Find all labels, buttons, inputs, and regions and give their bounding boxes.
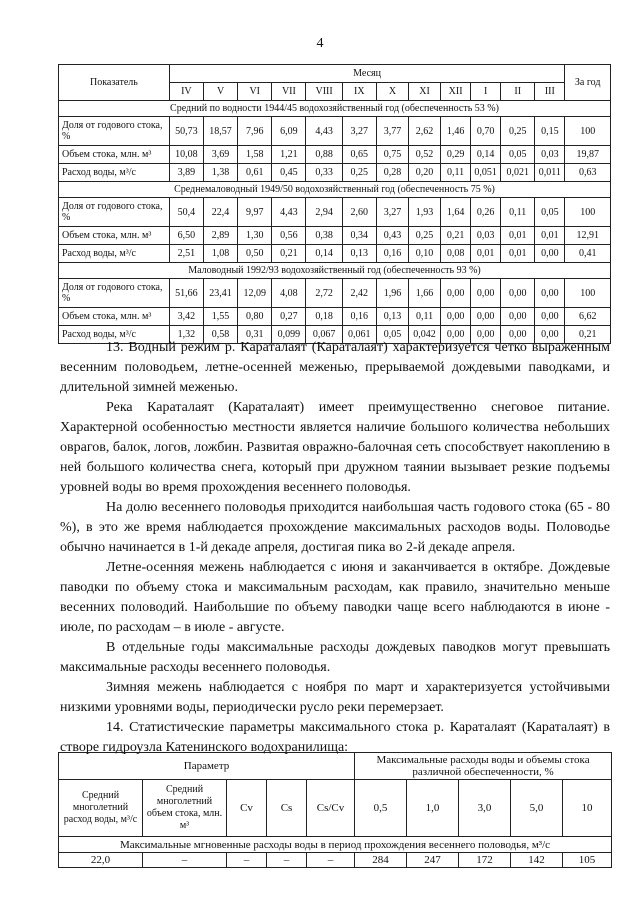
table-cell: 0,21 <box>441 227 471 245</box>
table-cell: 0,00 <box>501 326 535 344</box>
table-cell: 0,25 <box>408 227 440 245</box>
table-cell: 1,66 <box>408 279 440 308</box>
year-total-cell: 100 <box>565 198 611 227</box>
table-cell: 1,32 <box>169 326 203 344</box>
table-cell: 23,41 <box>203 279 237 308</box>
discharge-value: 247 <box>407 853 459 868</box>
table-cell: 0,43 <box>376 227 408 245</box>
table-cell: 2,72 <box>306 279 342 308</box>
table-cell: 0,00 <box>441 326 471 344</box>
mean-volume-header: Средний многолетний объем стока, млн. м³ <box>143 780 227 837</box>
paragraph: 14. Статистические параметры максимального стока р. Караталаят (Караталаят) в створе гидроузла Катенинского водохранилища: <box>60 720 610 755</box>
cscv-header: Cs/Cv <box>307 780 355 837</box>
table-row <box>59 146 611 164</box>
row-label: Объем стока, млн. м³ <box>59 227 170 245</box>
table-cell: 1,96 <box>376 279 408 308</box>
table-row <box>59 308 611 326</box>
table-cell: 9,97 <box>238 198 272 227</box>
row-label: Объем стока, млн. м³ <box>59 308 170 326</box>
table-cell: 0,08 <box>441 245 471 263</box>
mean-discharge-header: Средний многолетний расход воды, м³/с <box>59 780 143 837</box>
table-cell: 0,00 <box>535 326 565 344</box>
table-cell: 50,4 <box>169 198 203 227</box>
table-cell: 2,42 <box>342 279 376 308</box>
table-cell: 0,52 <box>408 146 440 164</box>
table-cell: 0,067 <box>306 326 342 344</box>
table-cell: 0,28 <box>376 164 408 182</box>
table-cell: 4,08 <box>272 279 306 308</box>
table-cell: 0,50 <box>238 245 272 263</box>
table-cell: 1,21 <box>272 146 306 164</box>
table-cell: 2,60 <box>342 198 376 227</box>
table-cell: 0,01 <box>501 227 535 245</box>
probability-column: 1,0 <box>407 780 459 837</box>
table-cell: 0,61 <box>238 164 272 182</box>
table-cell: 0,01 <box>471 245 501 263</box>
month-column-header: XI <box>408 83 440 101</box>
discharge-value: 142 <box>511 853 563 868</box>
table-cell: 0,03 <box>535 146 565 164</box>
table-cell: 1,08 <box>203 245 237 263</box>
paragraph: Летне-осенняя межень наблюдается с июня и заканчивается в октябре. Дождевые паводки по объему стока и максимальным расходам, как правило, значительно меньше весенних половодий. Наибольшие по объему паводки чаще всего наблюдаются в июне - июле, по расходам – в июле - августе. <box>60 560 610 635</box>
table-cell: 2,94 <box>306 198 342 227</box>
section-title: Маловодный 1992/93 водохозяйственный год (обеспеченность 93 %) <box>59 263 611 279</box>
table-cell: 0,061 <box>342 326 376 344</box>
table-cell: 0,00 <box>441 308 471 326</box>
table-cell: 0,11 <box>441 164 471 182</box>
year-total-cell: 12,91 <box>565 227 611 245</box>
table-cell: 0,13 <box>376 308 408 326</box>
table-cell: 0,05 <box>376 326 408 344</box>
discharge-value: 172 <box>459 853 511 868</box>
table-cell: 0,13 <box>342 245 376 263</box>
table-cell: 0,25 <box>501 117 535 146</box>
table-cell: 0,88 <box>306 146 342 164</box>
max-runoff-parameters-table <box>58 752 612 868</box>
table-cell: 0,021 <box>501 164 535 182</box>
month-column-header: X <box>376 83 408 101</box>
table-cell: 0,051 <box>471 164 501 182</box>
table-cell: 10,08 <box>169 146 203 164</box>
table-cell: 0,29 <box>441 146 471 164</box>
probability-column: 10 <box>563 780 612 837</box>
table-cell: 0,80 <box>238 308 272 326</box>
paragraph: На долю весеннего половодья приходится наибольшая часть годового стока (65 - 80 %), в это же время наблюдается прохождение максимальных расходов воды. Половодье обычно начинается в 1-й декаде апреля, достигая пика во 2-й декаде апреля. <box>60 500 610 555</box>
table-cell: 1,46 <box>441 117 471 146</box>
year-total-cell: 0,21 <box>565 326 611 344</box>
table-row <box>59 198 611 227</box>
table-cell: 2,89 <box>203 227 237 245</box>
paragraph: В отдельные годы максимальные расходы дождевых паводков могут превышать максимальные расходы весеннего половодья. <box>60 640 610 675</box>
table-cell: 0,00 <box>501 279 535 308</box>
table-cell: 22,4 <box>203 198 237 227</box>
table-cell: 0,01 <box>535 227 565 245</box>
cv-value: – <box>227 853 267 868</box>
table-row <box>59 164 611 182</box>
table-cell: 6,09 <box>272 117 306 146</box>
table-cell: 0,75 <box>376 146 408 164</box>
table-cell: 1,93 <box>408 198 440 227</box>
year-total-cell: 100 <box>565 279 611 308</box>
table-cell: 0,31 <box>238 326 272 344</box>
year-header: За год <box>565 65 611 101</box>
table-cell: 7,96 <box>238 117 272 146</box>
table-cell: 0,27 <box>272 308 306 326</box>
table-cell: 0,34 <box>342 227 376 245</box>
paragraph: Река Караталаят (Караталаят) имеет преимущественно снеговое питание. Характерной особенностью местности является наличие большого количества небольших оврагов, балок, логов, ложбин. Развитая овражно-балочная сеть способствует накоплению в ней большого количества снега, который при дружном таянии вызывает резкие подъемы уровней воды во время прохождения весеннего половодья. <box>60 400 610 495</box>
table-cell: 3,89 <box>169 164 203 182</box>
probability-column: 5,0 <box>511 780 563 837</box>
table-cell: 0,00 <box>441 279 471 308</box>
table-cell: 0,45 <box>272 164 306 182</box>
page-number: 4 <box>316 36 324 51</box>
month-column-header: VII <box>272 83 306 101</box>
table-cell: 0,58 <box>203 326 237 344</box>
table-cell: 51,66 <box>169 279 203 308</box>
table-cell: 6,50 <box>169 227 203 245</box>
table-cell: 0,00 <box>535 308 565 326</box>
table-cell: 0,00 <box>535 279 565 308</box>
table-cell: 1,38 <box>203 164 237 182</box>
runoff-table-body <box>59 101 611 344</box>
cs-value: – <box>267 853 307 868</box>
table-row <box>59 279 611 308</box>
table-cell: 0,00 <box>501 308 535 326</box>
table-cell: 3,77 <box>376 117 408 146</box>
table-cell: 1,58 <box>238 146 272 164</box>
table-cell: 0,00 <box>471 279 501 308</box>
body-text <box>60 338 610 758</box>
table-cell: 3,69 <box>203 146 237 164</box>
month-column-header: XII <box>441 83 471 101</box>
table-cell: 4,43 <box>272 198 306 227</box>
probability-column: 0,5 <box>355 780 407 837</box>
table-cell: 0,38 <box>306 227 342 245</box>
section-title: Среднемаловодный 1949/50 водохозяйственный год (обеспеченность 75 %) <box>59 182 611 198</box>
year-total-cell: 0,63 <box>565 164 611 182</box>
month-column-header: IV <box>169 83 203 101</box>
row-label: Расход воды, м³/с <box>59 164 170 182</box>
cs-header: Cs <box>267 780 307 837</box>
year-total-cell: 100 <box>565 117 611 146</box>
table-cell: 0,18 <box>306 308 342 326</box>
table-cell: 0,33 <box>306 164 342 182</box>
parameter-header: Параметр <box>59 753 355 780</box>
runoff-distribution-table <box>58 64 611 344</box>
table-cell: 0,10 <box>408 245 440 263</box>
year-total-cell: 19,87 <box>565 146 611 164</box>
row-label: Доля от годового стока, % <box>59 279 170 308</box>
table-cell: 0,16 <box>342 308 376 326</box>
table-cell: 2,51 <box>169 245 203 263</box>
cscv-value: – <box>307 853 355 868</box>
table-cell: 0,03 <box>471 227 501 245</box>
month-column-header: VIII <box>306 83 342 101</box>
table-cell: 0,21 <box>272 245 306 263</box>
discharge-value: 284 <box>355 853 407 868</box>
table-cell: 0,05 <box>535 198 565 227</box>
table-cell: 0,65 <box>342 146 376 164</box>
table-cell: 2,62 <box>408 117 440 146</box>
table-cell: 50,73 <box>169 117 203 146</box>
table-cell: 0,56 <box>272 227 306 245</box>
table-cell: 0,11 <box>501 198 535 227</box>
month-column-header: IX <box>342 83 376 101</box>
month-column-header: I <box>471 83 501 101</box>
table-cell: 0,26 <box>471 198 501 227</box>
table-cell: 4,43 <box>306 117 342 146</box>
table-cell: 3,42 <box>169 308 203 326</box>
table-row <box>59 227 611 245</box>
month-column-header: VI <box>238 83 272 101</box>
table-cell: 0,11 <box>408 308 440 326</box>
month-column-header: V <box>203 83 237 101</box>
row-label: Объем стока, млн. м³ <box>59 146 170 164</box>
table-cell: 1,64 <box>441 198 471 227</box>
table-cell: 12,09 <box>238 279 272 308</box>
year-total-cell: 6,62 <box>565 308 611 326</box>
table-cell: 0,15 <box>535 117 565 146</box>
section-title: Максимальные мгновенные расходы воды в период прохождения весеннего половодья, м³/с <box>59 837 612 853</box>
table-cell: 3,27 <box>376 198 408 227</box>
table-cell: 0,20 <box>408 164 440 182</box>
row-label: Расход воды, м³/с <box>59 245 170 263</box>
table-row <box>59 117 611 146</box>
probability-header: Максимальные расходы воды и объемы стока различной обеспеченности, % <box>355 753 612 780</box>
discharge-value: 105 <box>563 853 612 868</box>
table-cell: 0,25 <box>342 164 376 182</box>
table-cell: 1,55 <box>203 308 237 326</box>
table-cell: 0,16 <box>376 245 408 263</box>
row-label: Доля от годового стока, % <box>59 117 170 146</box>
table-cell: 0,00 <box>471 308 501 326</box>
paragraph: 13. Водный режим р. Караталаят (Караталаят) характеризуется четко выраженным весенним половодьем, летне-осенней меженью, прерываемой дождевыми паводками, и длительной зимней меженью. <box>60 340 610 395</box>
table-cell: 0,00 <box>471 326 501 344</box>
row-label: Расход воды, м³/с <box>59 326 170 344</box>
cv-header: Cv <box>227 780 267 837</box>
table-cell: 0,14 <box>471 146 501 164</box>
month-header: Месяц <box>169 65 565 83</box>
table-cell: 0,05 <box>501 146 535 164</box>
row-label: Доля от годового стока, % <box>59 198 170 227</box>
mean-discharge-value: 22,0 <box>59 853 143 868</box>
probability-column: 3,0 <box>459 780 511 837</box>
table-cell: 0,00 <box>535 245 565 263</box>
table-cell: 0,099 <box>272 326 306 344</box>
table-cell: 0,14 <box>306 245 342 263</box>
month-column-header: III <box>535 83 565 101</box>
table-cell: 0,042 <box>408 326 440 344</box>
month-column-header: II <box>501 83 535 101</box>
paragraph: Зимняя межень наблюдается с ноября по март и характеризуется устойчивыми низкими уровнями воды, периодически русло реки перемерзает. <box>60 680 610 715</box>
table-cell: 1,30 <box>238 227 272 245</box>
year-total-cell: 0,41 <box>565 245 611 263</box>
table-cell: 3,27 <box>342 117 376 146</box>
table-cell: 0,011 <box>535 164 565 182</box>
table-row <box>59 245 611 263</box>
table-cell: 0,01 <box>501 245 535 263</box>
section-title: Средний по водности 1944/45 водохозяйственный год (обеспеченность 53 %) <box>59 101 611 117</box>
mean-volume-value: – <box>143 853 227 868</box>
indicator-header: Показатель <box>59 65 170 101</box>
table-cell: 0,70 <box>471 117 501 146</box>
table-cell: 18,57 <box>203 117 237 146</box>
